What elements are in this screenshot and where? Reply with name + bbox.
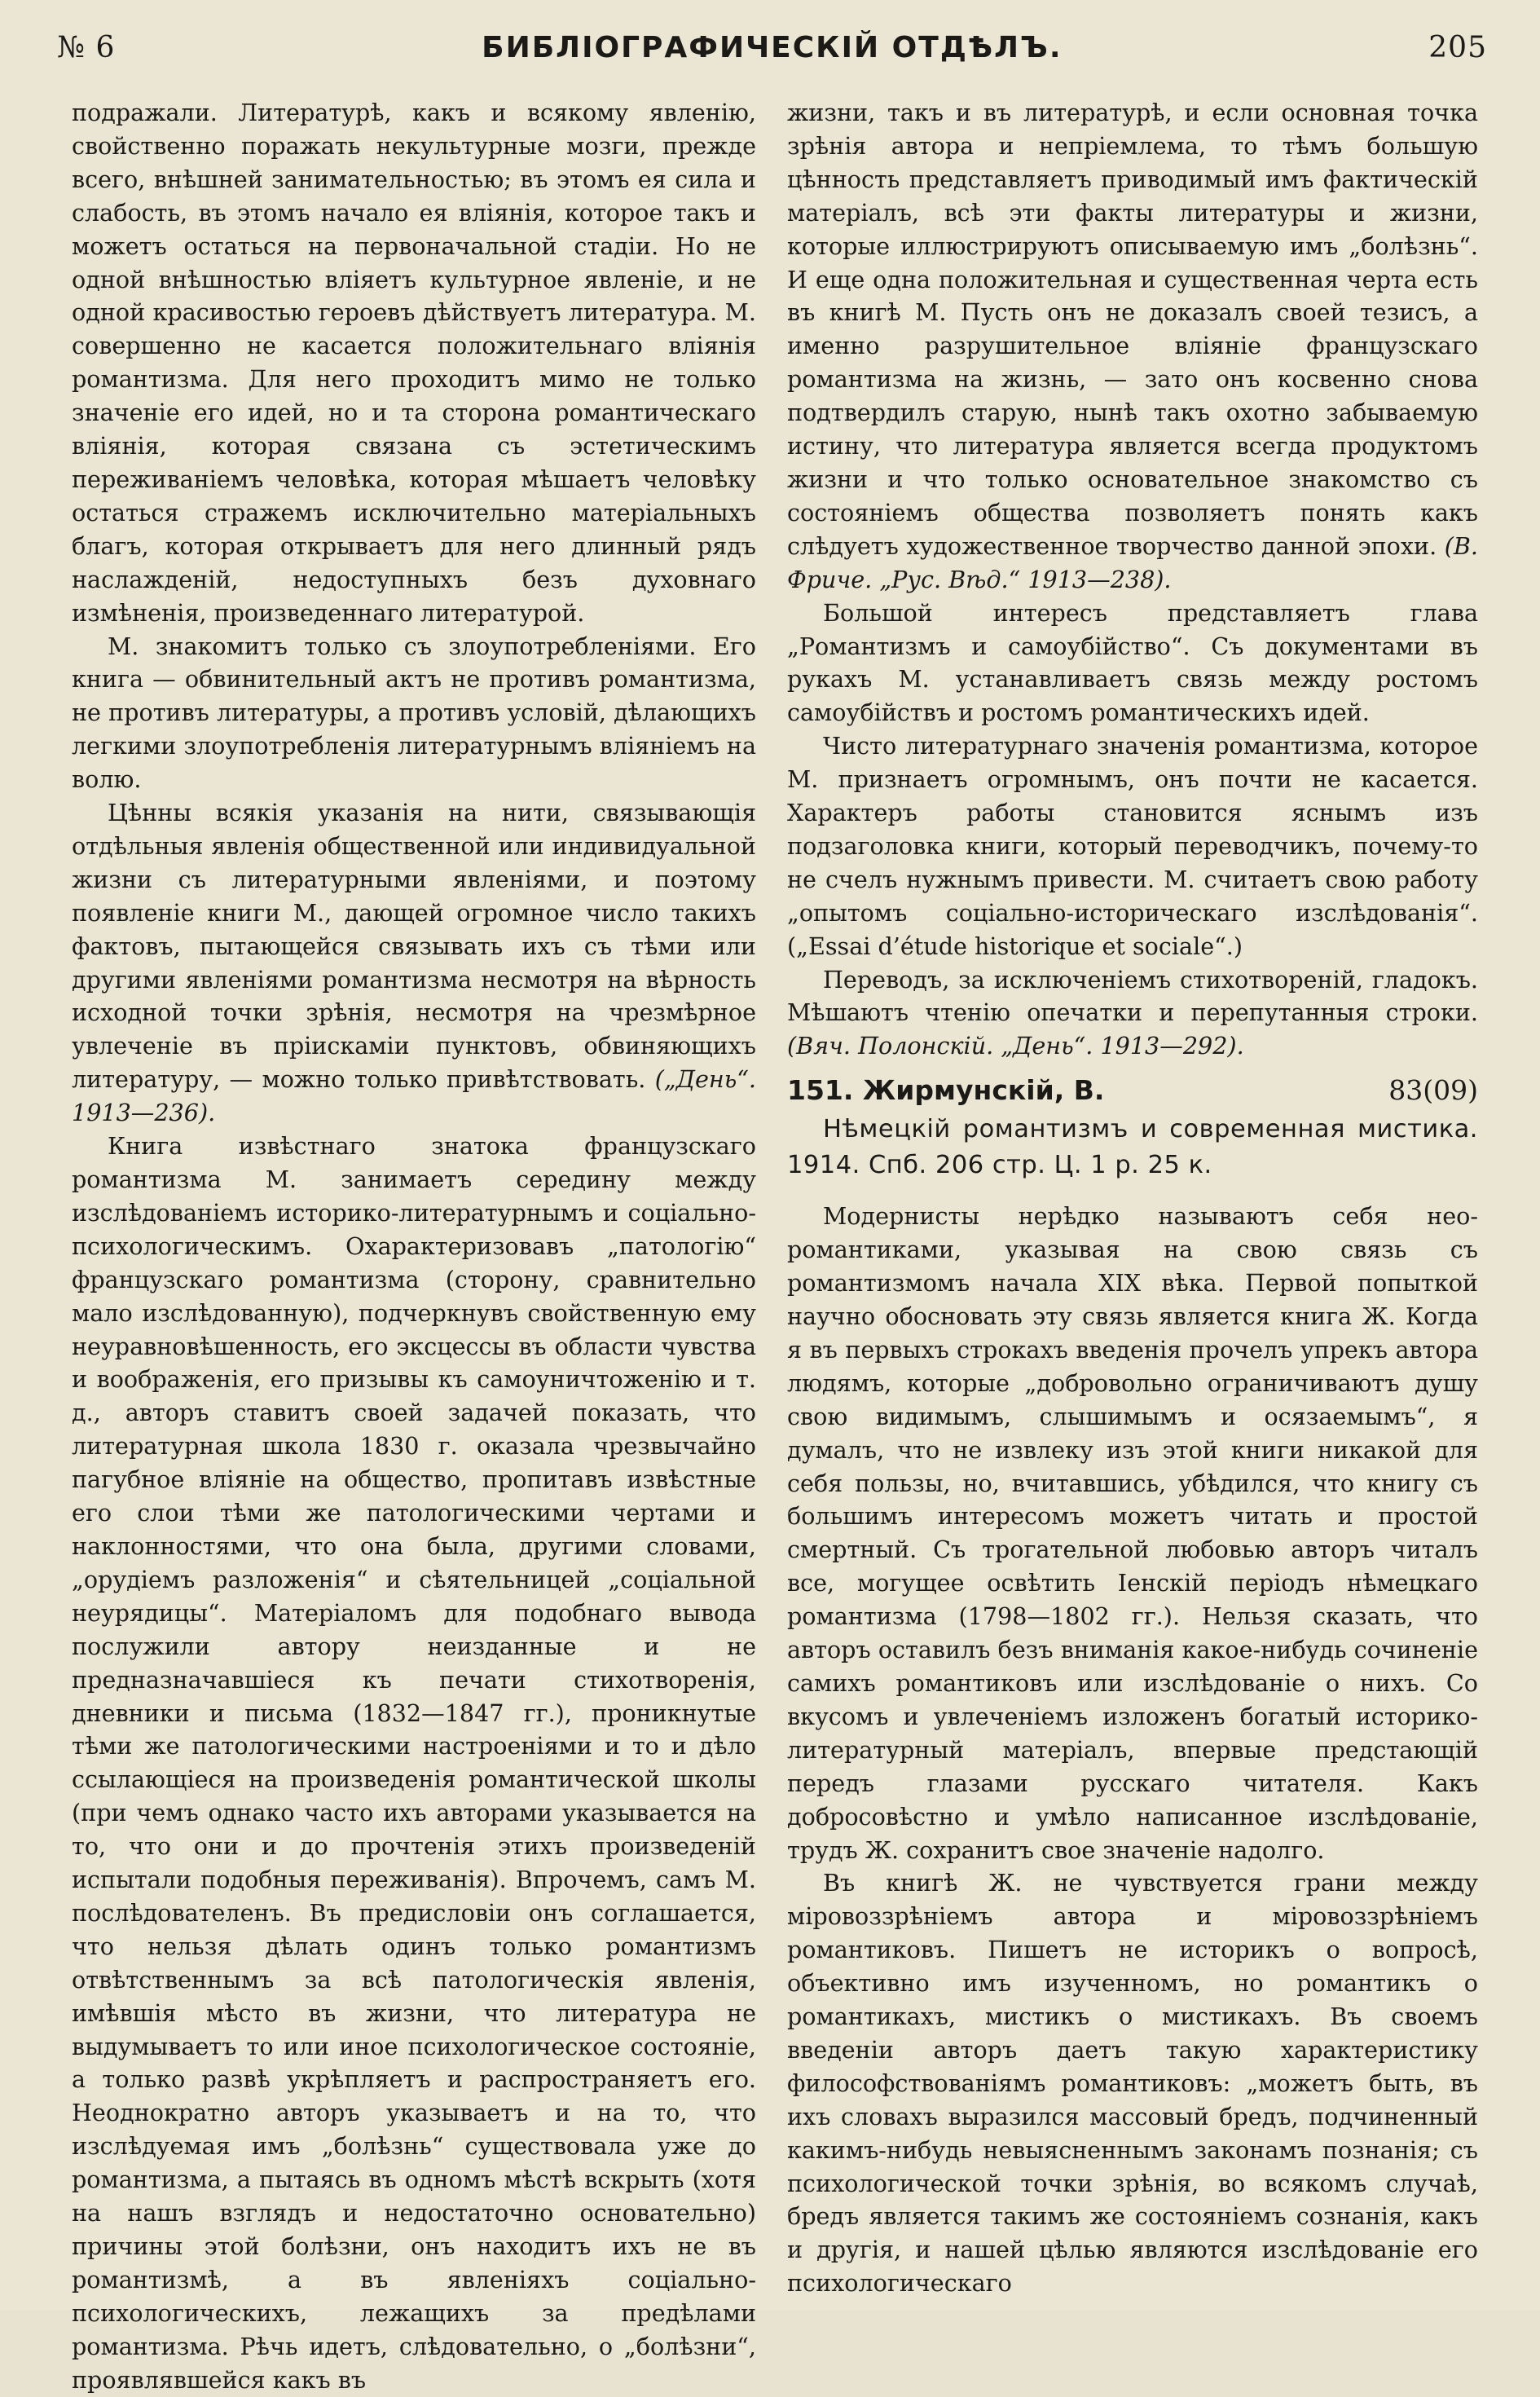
classification-code: 83(09) [1388,1074,1478,1107]
paragraph [787,96,1478,597]
book-title: Нѣмецкій романтизмъ и современная мистика. 1914. Спб. 206 стр. Ц. 1 р. 25 к. [787,1115,1478,1180]
paragraph: Модернисты нерѣдко называютъ себя нео-романтиками, указывая на свою связь съ романтизмомъ начала XIX вѣка. Первой попыткой научно обосновать эту связь является книга Ж. Когда я въ первыхъ строкахъ введенія прочелъ упрекъ авторa людямъ, которые „добровольно ограничиваютъ душу свою видимымъ, слышимымъ и осязаемымъ“, я думалъ, что не извлеку изъ этой книги никакой для себя пользы, но, вчитавшись, убѣдился, что книгу съ большимъ интересомъ можетъ читать и простой смертный. Съ трогательной любовью авторъ читалъ все, могущее освѣтить Іенскій періодъ нѣмецкаго романтизма (1798—1802 гг.). Нельзя сказать, что авторъ оставилъ безъ вниманія какое-нибудь сочиненіе самихъ романтиковъ или изслѣдованіе о нихъ. Со вкусомъ и увлеченіемъ изложенъ богатый историко-литературный матеріалъ, впервые предстающій передъ глазами русскаго читателя. Какъ добросовѣстно и умѣло написанное изслѣдованіе, трудъ Ж. сохранитъ свое значеніе надолго. [787,1202,1478,1864]
paragraph [72,796,756,1130]
paragraph: подражали. Литературѣ, какъ и всякому явленію, свойственно поражать некультурные мозги, прежде всего, внѣшней занимательностью; въ этомъ ея сила и слабость, въ этомъ начало ея вліянія, которое такъ и можетъ остаться на первоначальной стадіи. Но не одной внѣшностью вліяетъ культурное явленіе, и не одной красивостью героевъ дѣйствуетъ литература. М. совершенно не касается положительнаго вліянія романтизма. Для него проходитъ мимо не только значеніе его идей, но и та сторона романтическаго вліянія, которая связана съ эстетическимъ переживаніемъ человѣка, которая мѣшаетъ человѣку остаться стражемъ исключительно матеріальныхъ благъ, которая открываетъ для него длинный рядъ наслажденій, недоступныхъ безъ духовнаго измѣненія, произведеннаго литературой. [72,99,756,627]
paragraph-text: Цѣнны всякія указанія на нити, связывающія отдѣльныя явленія общественной или индивидуальной жизни съ литературными явленіями, и поэтому появленіе книги М., дающей огромное число такихъ фактовъ, пытающейся связывать ихъ съ тѣми или другими явленіями романтизма несмотря на вѣрность исходной точки зрѣнія, несмотря на чрезмѣрное увлеченіе въ пріискаміи пунктовъ, обвиняющихъ литературу, — можно только привѣтствовать. [72,799,756,1094]
issue-number: № 6 [57,30,116,64]
paragraph: Большой интересъ представляетъ глава „Романтизмъ и самоубійство“. Съ документами въ рукахъ М. устанавливаетъ связь между ростомъ самоубійствъ и ростомъ романтическихъ идей. [787,598,1478,727]
right-column [787,96,1478,2298]
source-citation: (Вяч. Полонскій. „День“. 1913—292). [787,1032,1244,1060]
section-title: БИБЛІОГРАФИЧЕСКІЙ ОТДѢЛЪ. [482,30,1063,64]
bibliography-entry-heading [787,1073,1478,1108]
page-header [57,23,1487,72]
left-column [72,96,756,2394]
paragraph: Чисто литературнаго значенія романтизма, которое М. признаетъ огромнымъ, онъ почти не касается. Характеръ работы становится яснымъ изъ подзаголовка книги, который переводчикъ, почему-то не счелъ нужнымъ привести. М. считаетъ свою работу „опытомъ соціально-историческаго изслѣдованія“. („Essai d’étude historique et sociale“.) [787,732,1478,960]
entry-number-author: 151. Жирмунскій, В. [787,1074,1105,1107]
paragraph-text: Переводъ, за исключеніемъ стихотвореній, гладокъ. Мѣшаютъ чтенію опечатки и перепутанныя строки. [787,965,1478,1027]
paragraph: Книга извѣстнаго знатока французскаго романтизма М. занимаетъ середину между изслѣдованіемъ историко-литературнымъ и соціально-психологическимъ. Охарактеризовавъ „патологію“ французскаго романтизма (сторону, сравнительно мало изслѣдованную), подчеркнувъ свойственную ему неуравновѣшенность, его эксцессы въ области чувства и воображенія, его призывы къ самоуничтоженію и т. д., авторъ ставитъ своей задачей показать, что литературная школа 1830 г. оказала чрезвычайно пагубное вліяніе на общество, пропитавъ извѣстные его слои тѣми же патологическими чертами и наклонностями, что она была, другими словами, „орудіемъ разложенія“ и сѣятельницей „соціальной неурядицы“. Матеріаломъ для подобнаго вывода послужили автору неизданные и не предназначавшіеся къ печати стихотворенія, дневники и письма (1832—1847 гг.), проникнутые тѣми же патологическими настроеніями и то и дѣло ссылающіеся на произведенія романтической школы (при чемъ однако часто ихъ авторами указывается на то, что они и до прочтенія этихъ произведеній испытали подобныя переживанія). Впрочемъ, самъ М. послѣдователенъ. Въ предисловіи онъ соглашается, что нельзя дѣлать одинъ только романтизмъ отвѣтственнымъ за всѣ патологическія явленія, имѣвшія мѣсто въ жизни, что литература не выдумываетъ то или иное психологическое состояніе, а только развѣ укрѣпляетъ и распространяетъ его. Неоднократно авторъ указываетъ и на то, что изслѣдуемая имъ „болѣзнь“ существовала уже до романтизма, а пытаясь въ одномъ мѣстѣ вскрыть (хотя на нашъ взглядъ и недостаточно основательно) причины этой болѣзни, онъ находитъ ихъ не въ романтизмѣ, а въ явленіяхъ соціально-психологическихъ, лежащихъ за предѣлами романтизма. Рѣчь идетъ, слѣдовательно, о „болѣзни“, проявлявшейся какъ въ [72,1132,756,2394]
paragraph [787,963,1478,1064]
source-citation: („День“. 1913—236). [72,1065,756,1127]
paragraph: Въ книгѣ Ж. не чувствуется грани между міровоззрѣніемъ автора и міровоззрѣніемъ романтиковъ. Пишетъ не историкъ о вопросѣ, объективно имъ изученномъ, но романтикъ о романтикахъ, мистикъ о мистикахъ. Въ своемъ введеніи авторъ даетъ такую характеристику философствованіямъ романтиковъ: „можетъ быть, въ ихъ словахъ выразился массовый бредъ, подчиненный какимъ-нибудь невыясненнымъ законамъ познанія; съ психологической точки зрѣнія, во всякомъ случаѣ, бредъ является такимъ же состояніемъ сознанія, какъ и другія, и нашей цѣлью являются изслѣдованіе его психологическаго [787,1869,1478,2298]
source-citation: (В. Фриче. „Рус. Вѣд.“ 1913—238). [787,531,1478,593]
paragraph-text: жизни, такъ и въ литературѣ, и если основная точка зрѣнія автора и непріемлема, то тѣмъ большую цѣнность представляетъ приводимый имъ фактическій матеріалъ, всѣ эти факты литературы и жизни, которые иллюстрируютъ описываемую имъ „болѣзнь“. И еще одна положительная и существенная черта есть въ книгѣ М. Пусть онъ не доказалъ своей тезисъ, а именно разрушительное вліяніе французскаго романтизма на жизнь, — зато онъ косвенно снова подтвердилъ старую, нынѣ такъ охотно забываемую истину, что литература является всегда продуктомъ жизни и что только основательное знакомство съ состояніемъ общества позволяетъ понять какъ слѣдуетъ художественное творчество данной эпохи. [787,99,1478,560]
paragraph: М. знакомитъ только съ злоупотребленіями. Его книга — обвинительный актъ не противъ романтизма, не противъ литературы, а противъ условій, дѣлающихъ легкими злоупотребленія литературнымъ вліяніемъ на волю. [72,632,756,794]
page-number: 205 [1428,30,1487,64]
